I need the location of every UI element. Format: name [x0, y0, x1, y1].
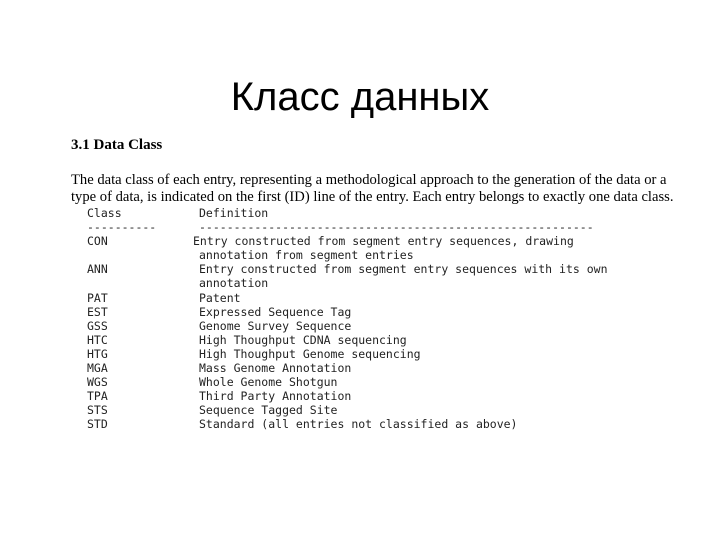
table-row [71, 291, 691, 305]
document-content [71, 136, 691, 432]
table-row [71, 262, 691, 276]
class-code: GSS [87, 318, 108, 333]
header-class: Class [87, 206, 122, 220]
table-row [71, 417, 691, 431]
class-definition: Third Party Annotation [199, 389, 352, 404]
class-definition: High Thoughput CDNA sequencing [199, 332, 407, 347]
table-header-row [71, 206, 691, 220]
table-row [71, 276, 691, 290]
class-code: HTG [87, 346, 108, 361]
separator-definition: --------------------------------------------------------- [199, 220, 594, 235]
table-row [71, 403, 691, 417]
header-definition: Definition [199, 206, 269, 220]
class-definition: Sequence Tagged Site [199, 403, 338, 418]
class-definition: annotation from segment entries [199, 248, 414, 263]
class-definition: High Thoughput Genome sequencing [199, 346, 421, 361]
class-definition: Entry constructed from segment entry sequences, drawing [193, 234, 574, 249]
class-definition: Standard (all entries not classified as above) [199, 417, 518, 432]
class-definition: Entry constructed from segment entry sequences with its own [199, 262, 608, 277]
table-row [71, 375, 691, 389]
separator-class: ---------- [87, 220, 157, 235]
class-definition: Mass Genome Annotation [199, 361, 352, 376]
class-definition: Genome Survey Sequence [199, 318, 352, 333]
class-code: TPA [87, 389, 108, 404]
class-code: STS [87, 403, 108, 418]
class-definition: Whole Genome Shotgun [199, 375, 338, 390]
table-row [71, 305, 691, 319]
class-code: PAT [87, 290, 108, 305]
table-row [71, 248, 691, 262]
data-class-table [71, 206, 691, 432]
class-code: CON [87, 234, 108, 249]
class-code: EST [87, 304, 108, 319]
class-code: WGS [87, 375, 108, 390]
class-code: MGA [87, 361, 108, 376]
section-heading: 3.1 Data Class [71, 137, 163, 153]
table-row [71, 389, 691, 403]
table-row [71, 234, 691, 248]
table-separator-row [71, 220, 691, 234]
table-row [71, 319, 691, 333]
class-code [71, 248, 193, 262]
slide-title: Класс данных [230, 74, 490, 119]
table-row [71, 361, 691, 375]
class-definition: annotation [199, 276, 269, 291]
table-row [71, 333, 691, 347]
class-code: ANN [87, 262, 108, 277]
table-row [71, 347, 691, 361]
class-definition: Patent [199, 290, 241, 305]
intro-paragraph: The data class of each entry, representing a methodological approach to the generation of the data or a type of data, is indicated on the first (ID) line of the entry. Each entry belongs to exactly one data class. [71, 172, 674, 205]
class-code: STD [87, 417, 108, 432]
class-code [71, 276, 193, 290]
class-code: HTC [87, 332, 108, 347]
class-definition: Expressed Sequence Tag [199, 304, 352, 319]
